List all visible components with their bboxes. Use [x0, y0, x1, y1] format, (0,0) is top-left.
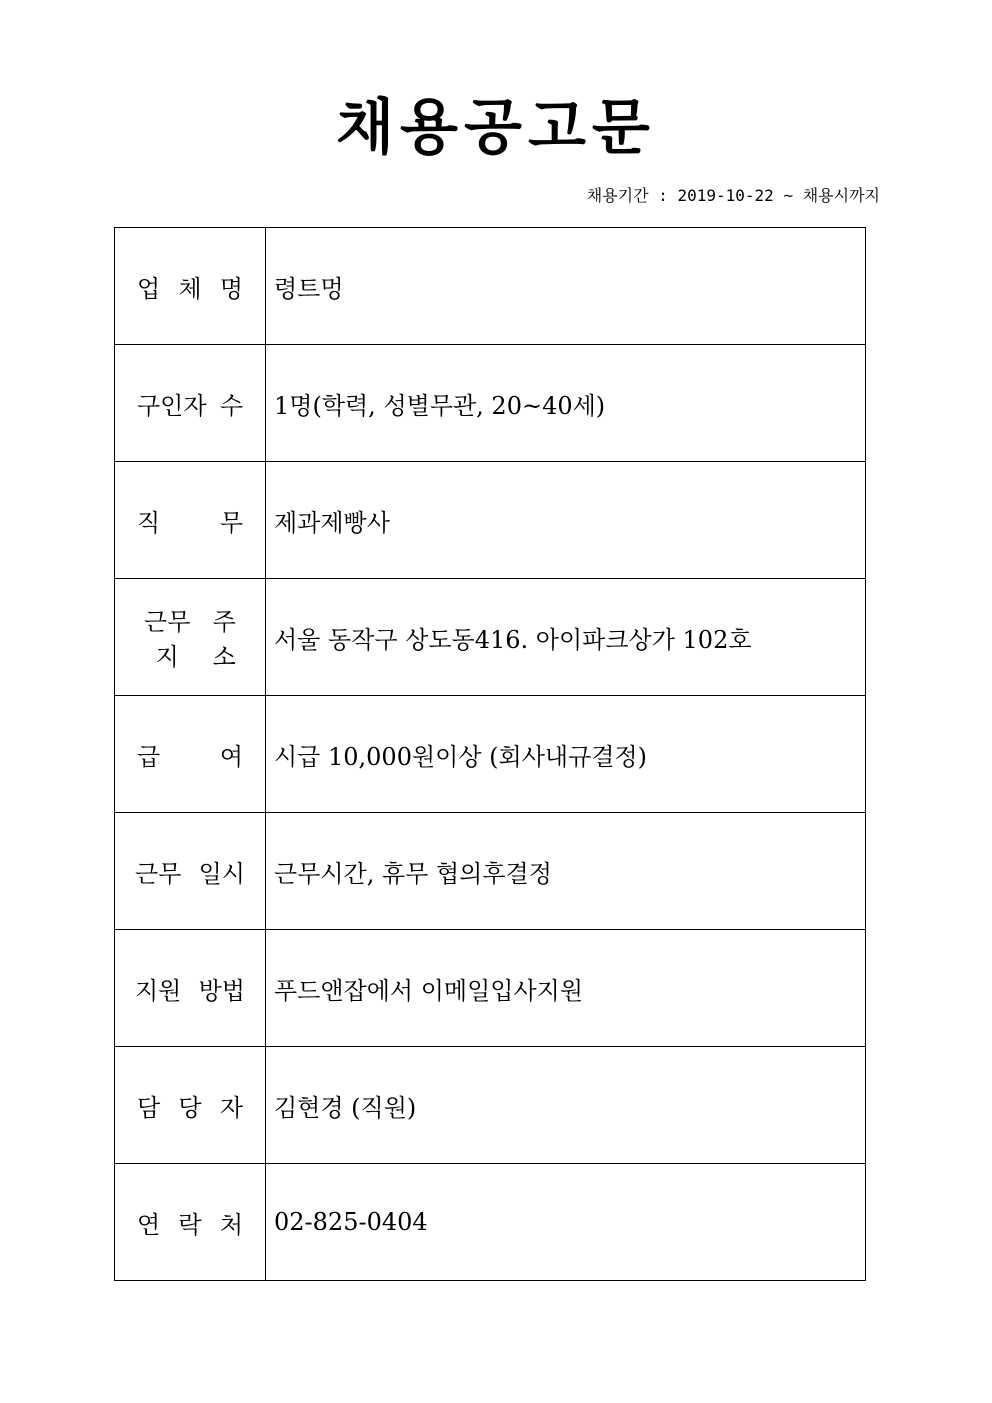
- label-part: 연: [137, 1210, 161, 1239]
- label-part: 명: [219, 274, 243, 303]
- label-part: 담: [137, 1093, 161, 1122]
- label-part: 지원: [135, 976, 182, 1005]
- label-part: 급: [137, 742, 161, 771]
- table-row: [115, 579, 866, 696]
- value-phone: 02-825-0404: [266, 1164, 866, 1281]
- label-part: 일시: [198, 859, 245, 888]
- value-headcount: 1명(학력, 성별무관, 20~40세): [266, 345, 866, 462]
- label-part: 락: [178, 1210, 202, 1239]
- label-part: 수: [219, 391, 243, 420]
- recruitment-period: 채용기간 : 2019-10-22 ~ 채용시까지: [586, 186, 880, 205]
- label-part: 체: [178, 274, 202, 303]
- value-work-address: 서울 동작구 상도동416. 아이파크상가 102호: [266, 579, 866, 696]
- table-row: [115, 462, 866, 579]
- value-apply-method: 푸드앤잡에서 이메일입사지원: [266, 930, 866, 1047]
- label-part: 근무: [135, 859, 182, 888]
- job-info-table: [114, 227, 866, 1281]
- label-part: 여: [219, 742, 243, 771]
- label-company-name: [115, 228, 266, 345]
- label-part: 자: [219, 1093, 243, 1122]
- label-phone: [115, 1164, 266, 1281]
- label-part: 구인자: [137, 391, 207, 420]
- label-work-address: [115, 579, 266, 696]
- label-headcount: [115, 345, 266, 462]
- value-salary: 시급 10,000원이상 (회사내규결정): [266, 696, 866, 813]
- value-job-duty: 제과제빵사: [266, 462, 866, 579]
- label-part: 근무지: [144, 608, 191, 671]
- label-part: 직: [137, 508, 161, 537]
- label-job-duty: [115, 462, 266, 579]
- value-contact-person: 김현경 (직원): [266, 1047, 866, 1164]
- label-apply-method: [115, 930, 266, 1047]
- document-title: 채용공고문: [336, 93, 656, 163]
- table-row: [115, 696, 866, 813]
- table-row: [115, 813, 866, 930]
- table-row: [115, 1164, 866, 1281]
- label-part: 당: [178, 1093, 202, 1122]
- label-salary: [115, 696, 266, 813]
- label-part: 방법: [198, 976, 245, 1005]
- label-contact-person: [115, 1047, 266, 1164]
- table-row: [115, 930, 866, 1047]
- label-part: 업: [137, 274, 161, 303]
- value-work-schedule: 근무시간, 휴무 협의후결정: [266, 813, 866, 930]
- label-part: 주소: [212, 608, 236, 671]
- label-work-schedule: [115, 813, 266, 930]
- table-row: [115, 228, 866, 345]
- label-part: 처: [219, 1210, 243, 1239]
- table-row: [115, 345, 866, 462]
- value-company-name: 령트멍: [266, 228, 866, 345]
- label-part: 무: [219, 508, 243, 537]
- table-row: [115, 1047, 866, 1164]
